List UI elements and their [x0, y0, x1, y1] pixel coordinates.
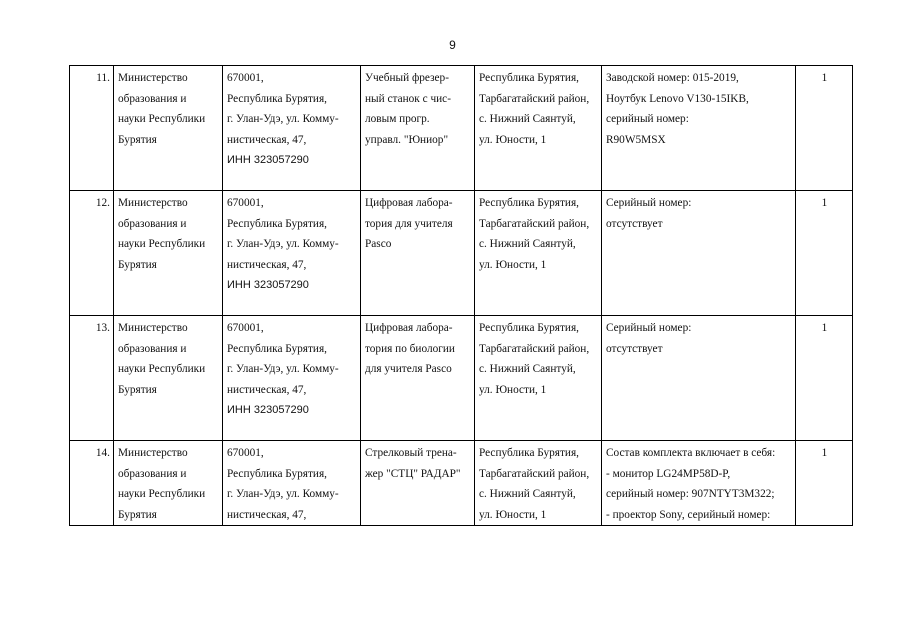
item-name-line: для учителя Pasco — [365, 363, 452, 375]
owner-address-line: Республика Бурятия, — [227, 342, 327, 355]
item-details-cell — [602, 316, 796, 441]
item-name-line: Цифровая лабора- — [365, 322, 453, 334]
owner-address-line: г. Улан-Удэ, ул. Комму- — [227, 363, 339, 375]
item-name-cell — [361, 191, 475, 316]
quantity-cell: 1 — [796, 191, 853, 316]
owner-line: образования и — [118, 217, 187, 230]
item-details-line: серийный номер: 907NTYT3M322; — [606, 488, 775, 500]
location-line: Республика Бурятия, — [479, 447, 579, 459]
location-line: Республика Бурятия, — [479, 72, 579, 84]
item-details-cell — [602, 66, 796, 191]
owner-line: Министерство — [118, 197, 188, 209]
item-name-line: ный станок с чис- — [365, 92, 451, 105]
item-details-line: - проектор Sony, серийный номер: — [606, 508, 771, 521]
owner-line: Бурятия — [118, 258, 157, 271]
item-details-line: серийный номер: — [606, 113, 689, 125]
owner-line: науки Республики — [118, 238, 206, 250]
owner-address-line: ИНН 323057290 — [227, 279, 309, 291]
owner-address-line: нистическая, 47, — [227, 383, 307, 396]
row-number-cell: 13. — [70, 316, 114, 441]
owner-line: образования и — [118, 342, 187, 355]
owner-line: образования и — [118, 467, 187, 480]
owner-address-line: Республика Бурятия, — [227, 92, 327, 105]
row-number-cell: 12. — [70, 191, 114, 316]
item-name-line: жер "СТЦ" РАДАР" — [365, 467, 461, 480]
owner-address-line: г. Улан-Удэ, ул. Комму- — [227, 113, 339, 125]
owner-line: Бурятия — [118, 133, 157, 146]
item-details-line: Серийный номер: — [606, 322, 692, 334]
location-cell — [475, 316, 602, 441]
location-line: Республика Бурятия, — [479, 322, 579, 334]
item-name-line: Цифровая лабора- — [365, 197, 453, 209]
item-name-line: ловым прогр. — [365, 113, 430, 125]
location-line: с. Нижний Саянтуй, — [479, 238, 576, 250]
property-registry-table — [69, 65, 853, 526]
owner-address-line: г. Улан-Удэ, ул. Комму- — [227, 488, 339, 500]
quantity-cell: 1 — [796, 441, 853, 526]
owner-address-cell — [223, 191, 361, 316]
owner-line: науки Республики — [118, 363, 206, 375]
item-name-cell — [361, 66, 475, 191]
owner-cell — [114, 66, 223, 191]
owner-address-line: ИНН 323057290 — [227, 154, 309, 166]
item-details-line: Серийный номер: — [606, 197, 692, 209]
owner-address-line: г. Улан-Удэ, ул. Комму- — [227, 238, 339, 250]
location-line: с. Нижний Саянтуй, — [479, 488, 576, 500]
location-cell — [475, 66, 602, 191]
item-name-line: тория по биологии — [365, 342, 455, 355]
item-details-line: Состав комплекта включает в себя: — [606, 447, 776, 459]
item-name-line: Стрелковый трена- — [365, 447, 457, 459]
location-line: с. Нижний Саянтуй, — [479, 113, 576, 125]
owner-address-line: нистическая, 47, — [227, 258, 307, 271]
registry-body — [70, 66, 853, 526]
item-details-line: отсутствует — [606, 342, 663, 355]
owner-address-cell — [223, 441, 361, 526]
row-number-cell: 14. — [70, 441, 114, 526]
location-cell — [475, 441, 602, 526]
item-name-line: Учебный фрезер- — [365, 72, 449, 84]
item-name-cell — [361, 441, 475, 526]
location-cell — [475, 191, 602, 316]
location-line: ул. Юности, 1 — [479, 508, 547, 521]
location-line: ул. Юности, 1 — [479, 133, 547, 146]
location-line: с. Нижний Саянтуй, — [479, 363, 576, 375]
owner-cell — [114, 316, 223, 441]
item-name-line: Pasco — [365, 238, 392, 250]
owner-address-line: 670001, — [227, 197, 264, 209]
table-row — [70, 441, 853, 526]
item-details-line: Заводской номер: 015-2019, — [606, 72, 739, 84]
item-name-line: управл. "Юниор" — [365, 133, 449, 146]
table-row — [70, 316, 853, 441]
item-details-cell — [602, 441, 796, 526]
owner-address-line: Республика Бурятия, — [227, 217, 327, 230]
location-line: ул. Юности, 1 — [479, 383, 547, 396]
location-line: Тарбагатайский район, — [479, 217, 590, 230]
owner-line: науки Республики — [118, 488, 206, 500]
table-row — [70, 191, 853, 316]
item-details-cell — [602, 191, 796, 316]
location-line: Тарбагатайский район, — [479, 92, 590, 105]
owner-address-line: 670001, — [227, 322, 264, 334]
owner-line: образования и — [118, 92, 187, 105]
owner-address-line: нистическая, 47, — [227, 508, 307, 521]
owner-line: Министерство — [118, 447, 188, 459]
item-details-line: R90W5MSX — [606, 133, 666, 146]
location-line: Тарбагатайский район, — [479, 467, 590, 480]
owner-line: Министерство — [118, 72, 188, 84]
location-line: ул. Юности, 1 — [479, 258, 547, 271]
owner-line: Бурятия — [118, 383, 157, 396]
owner-address-line: ИНН 323057290 — [227, 404, 309, 416]
row-number-cell: 11. — [70, 66, 114, 191]
owner-line: науки Республики — [118, 113, 206, 125]
location-line: Тарбагатайский район, — [479, 342, 590, 355]
location-line: Республика Бурятия, — [479, 197, 579, 209]
owner-address-line: 670001, — [227, 72, 264, 84]
owner-line: Министерство — [118, 322, 188, 334]
quantity-cell: 1 — [796, 66, 853, 191]
quantity-cell: 1 — [796, 316, 853, 441]
owner-address-line: Республика Бурятия, — [227, 467, 327, 480]
item-details-line: Ноутбук Lenovo V130-15IKB, — [606, 92, 749, 105]
owner-address-cell — [223, 66, 361, 191]
owner-address-line: нистическая, 47, — [227, 133, 307, 146]
item-name-cell — [361, 316, 475, 441]
item-details-line: - монитор LG24MP58D-P, — [606, 467, 731, 480]
owner-cell — [114, 191, 223, 316]
page-number: 9 — [449, 38, 456, 52]
item-name-line: тория для учителя — [365, 217, 453, 230]
owner-address-line: 670001, — [227, 447, 264, 459]
owner-line: Бурятия — [118, 508, 157, 521]
table-row — [70, 66, 853, 191]
owner-cell — [114, 441, 223, 526]
item-details-line: отсутствует — [606, 217, 663, 230]
owner-address-cell — [223, 316, 361, 441]
